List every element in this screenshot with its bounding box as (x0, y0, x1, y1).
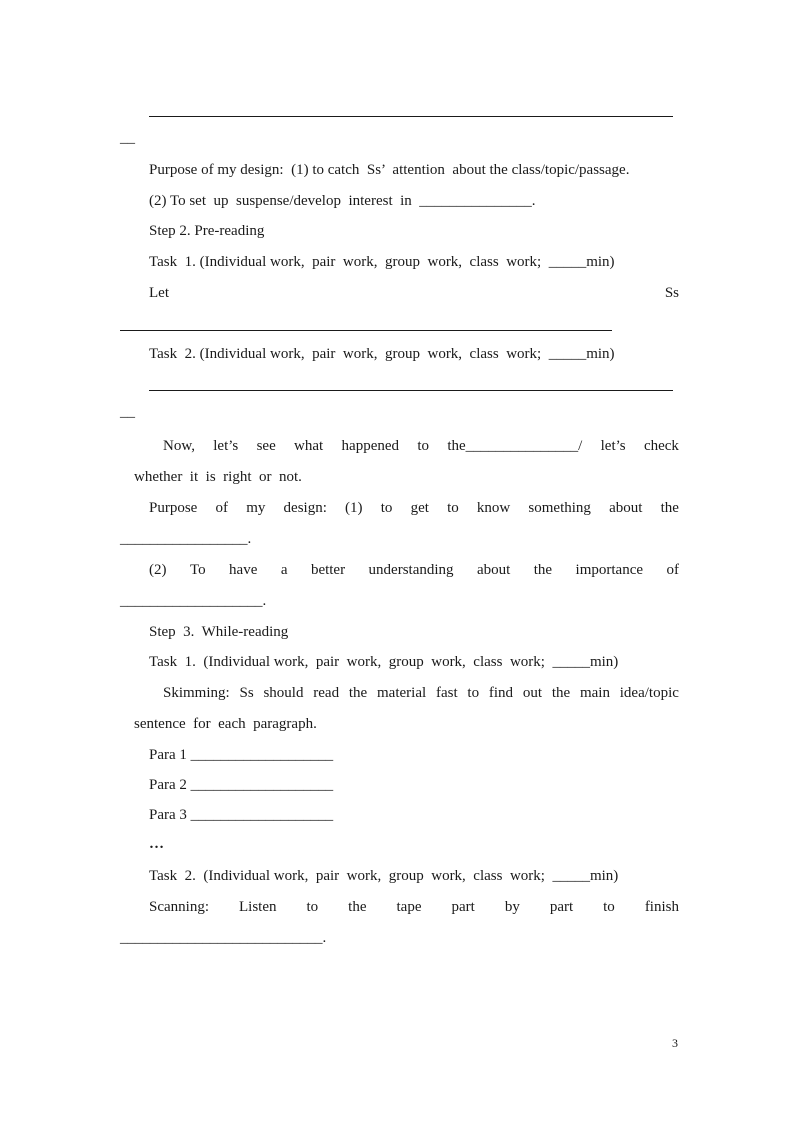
word: understanding (368, 562, 454, 578)
word: the (533, 562, 553, 578)
word: the_______________/ (447, 438, 583, 454)
word: see (256, 438, 276, 454)
word: the (660, 500, 679, 516)
word: better (310, 562, 346, 578)
skimming-line (163, 683, 679, 703)
word: Scanning: (149, 899, 209, 915)
task2b-line: Task 2. (Individual work, pair work, group work, class work; _____min) (149, 868, 619, 884)
para-3-line: Para 3 ___________________ (149, 807, 334, 823)
line-continuation: __ (120, 404, 135, 420)
word: have (229, 562, 258, 578)
word: read (313, 685, 340, 701)
word: should (263, 685, 304, 701)
word: to (380, 500, 393, 516)
better-blank: ___________________. (120, 593, 267, 609)
answer-line (149, 116, 673, 117)
word: Skimming: (163, 685, 230, 701)
purpose-line-1: Purpose of my design: (1) to catch Ss’ attention about the class/topic/passage. (149, 162, 630, 178)
answer-line (120, 330, 612, 331)
purpose-line-2: (2) To set up suspense/develop interest in _______________. (149, 193, 536, 209)
word: find (488, 685, 514, 701)
word: (2) (149, 562, 167, 578)
word: the (348, 685, 368, 701)
word: about (476, 562, 511, 578)
better-line (149, 560, 679, 580)
word: fast (435, 685, 458, 701)
word: about (609, 500, 643, 516)
word: the (551, 685, 571, 701)
task1-line: Task 1. (Individual work, pair work, group work, class work; _____min) (149, 254, 615, 270)
word: to (467, 685, 480, 701)
word: design: (283, 500, 327, 516)
purpose2-blank: _________________. (120, 531, 252, 547)
word: finish (644, 899, 679, 915)
task2-line: Task 2. (Individual work, pair work, group work, class work; _____min) (149, 346, 615, 362)
word: let’s (600, 438, 626, 454)
word: Now, (163, 438, 195, 454)
word: material (377, 685, 427, 701)
page-number: 3 (672, 1036, 678, 1050)
word: to (603, 899, 615, 915)
let-line (149, 283, 679, 303)
word: idea/topic (619, 685, 679, 701)
word: to (447, 500, 459, 516)
word: something (528, 500, 591, 516)
word: a (280, 562, 288, 578)
word: Ss (664, 285, 679, 301)
word: Listen (239, 899, 277, 915)
word: part (549, 899, 574, 915)
task1b-line: Task 1. (Individual work, pair work, group work, class work; _____min) (149, 654, 619, 670)
word: know (476, 500, 511, 516)
word: get (410, 500, 429, 516)
line-continuation: __ (120, 130, 135, 146)
word: Ss (239, 685, 254, 701)
word: let’s (213, 438, 239, 454)
word: by (504, 899, 520, 915)
purpose2-line (149, 498, 679, 518)
ellipsis: … (149, 836, 164, 852)
word: the (348, 899, 367, 915)
word: (1) (345, 500, 363, 516)
step3-heading: Step 3. While-reading (149, 624, 289, 640)
word: what (294, 438, 324, 454)
para-2-line: Para 2 ___________________ (149, 777, 334, 793)
word: of (666, 562, 679, 578)
word: my (246, 500, 266, 516)
answer-line (149, 390, 673, 391)
word: to (417, 438, 429, 454)
scanning-blank: ___________________________. (120, 930, 327, 946)
word: tape (396, 899, 422, 915)
word: happened (341, 438, 400, 454)
step2-heading: Step 2. Pre-reading (149, 223, 265, 239)
word: Purpose (149, 500, 198, 516)
word: check (643, 438, 679, 454)
skimming-continuation: sentence for each paragraph. (134, 716, 317, 732)
now-line (163, 436, 679, 456)
word: main (579, 685, 610, 701)
word: to (306, 899, 319, 915)
word: To (189, 562, 206, 578)
word: Let (149, 285, 169, 301)
para-1-line: Para 1 ___________________ (149, 747, 334, 763)
now-continuation: whether it is right or not. (134, 469, 302, 485)
word: part (451, 899, 475, 915)
word: of (215, 500, 229, 516)
word: importance (575, 562, 644, 578)
scanning-line (149, 897, 679, 917)
word: out (522, 685, 543, 701)
